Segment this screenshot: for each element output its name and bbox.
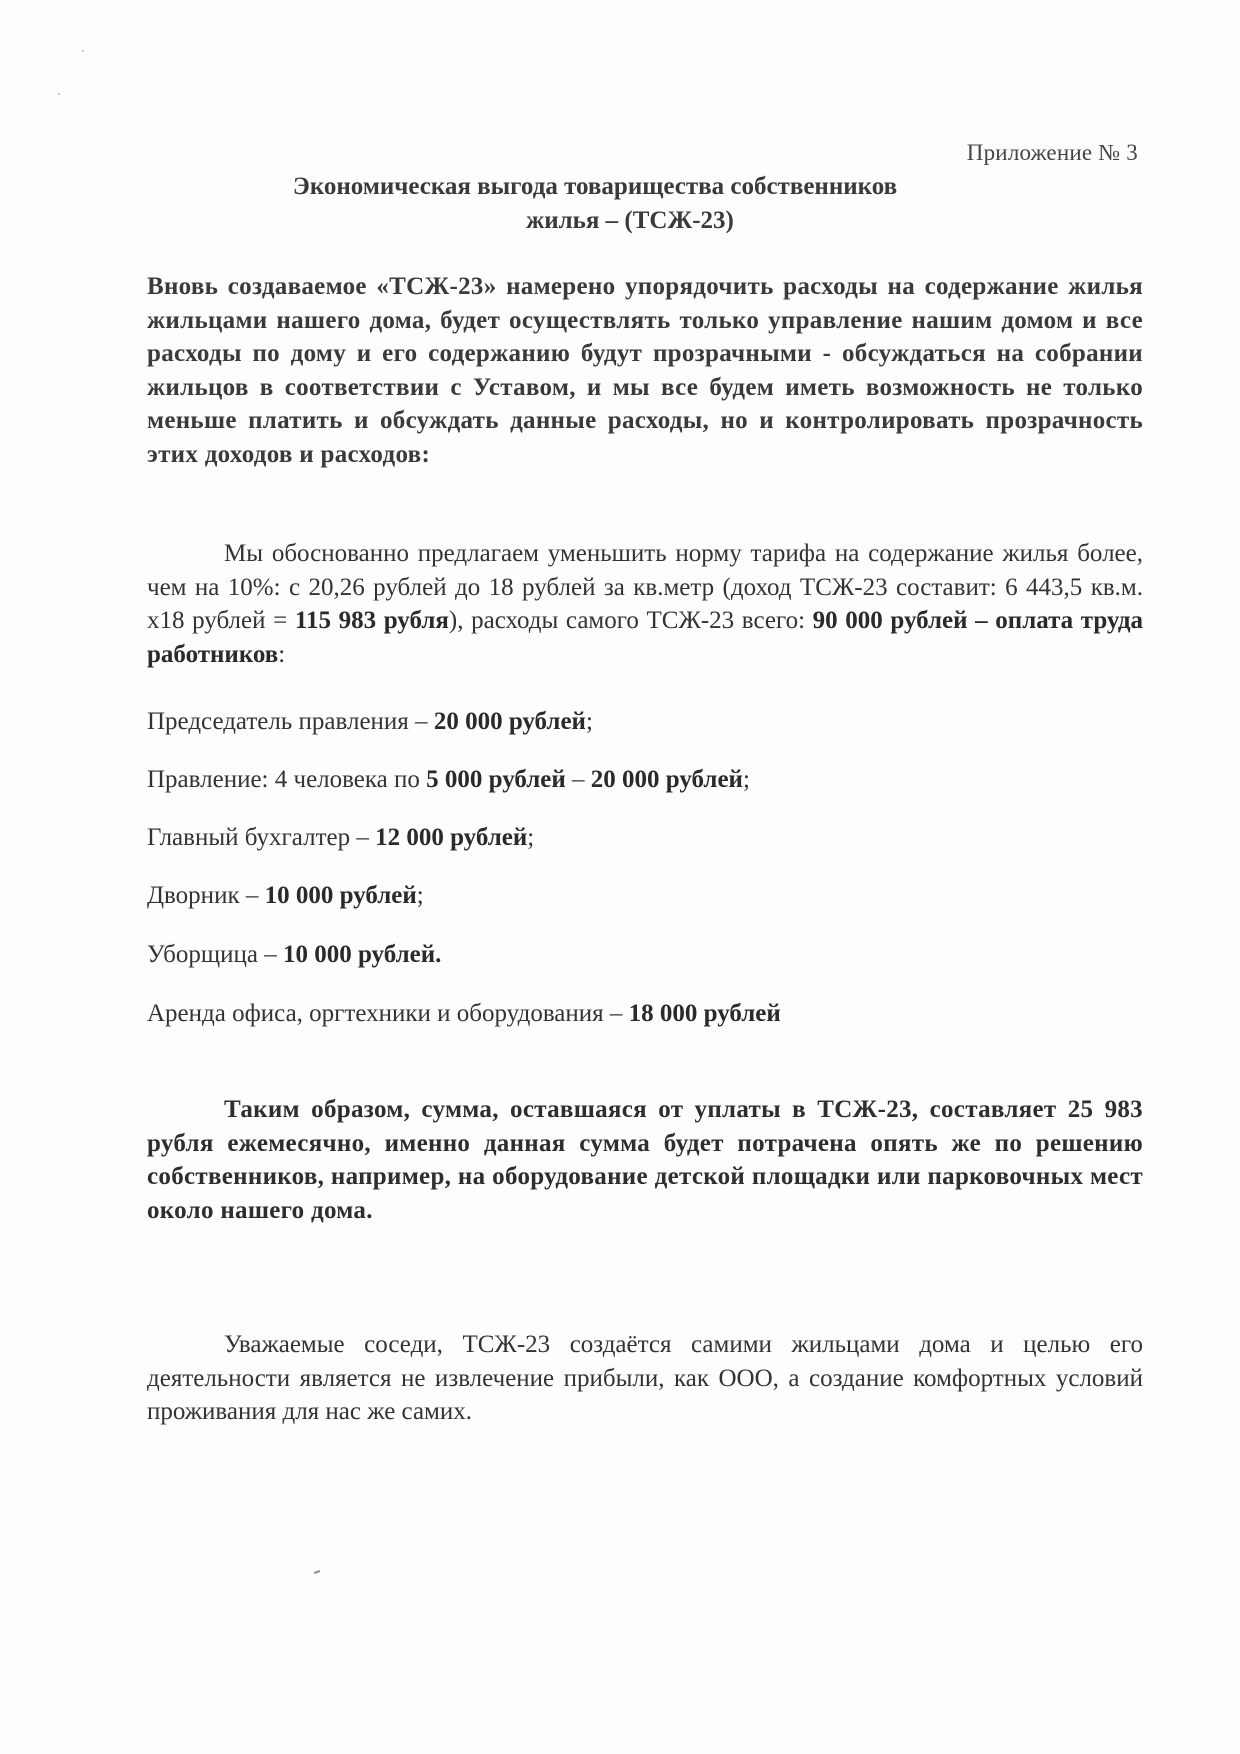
expense-amount: 18 000 рублей <box>628 1000 781 1027</box>
tariff-paragraph <box>147 537 1143 671</box>
expense-amount: 20 000 рублей <box>433 708 586 735</box>
expense-item-board <box>147 763 750 796</box>
expense-amount: 12 000 рублей <box>375 824 528 851</box>
expense-item-cleaner <box>147 938 441 971</box>
title-line-2: жилья – (ТСЖ-23) <box>526 207 734 234</box>
scan-speck <box>82 50 84 52</box>
expense-label: Уборщица – <box>147 941 283 968</box>
expense-suffix: ; <box>585 708 593 735</box>
intro-paragraph: Вновь создаваемое «ТСЖ-23» намерено упорядочить расходы на содержание жилья жильцами нашего дома, будет осуществлять только управление нашим домом и все расходы по дому и его содержанию будут прозрачными - обсуждаться на собрании жильцов в соответствии с Уставом, и мы все будем иметь возможность не только меньше платить и обсуждать данные расходы, но и контролировать прозрачность этих доходов и расходов: <box>147 273 1143 468</box>
tariff-text-part3: : <box>278 640 286 668</box>
document-title <box>0 170 1240 238</box>
expense-label: Главный бухгалтер – <box>147 824 376 851</box>
expense-amount: 5 000 рублей <box>426 766 566 793</box>
expense-item-office-rent <box>147 997 781 1030</box>
expense-suffix: ; <box>527 824 535 851</box>
appendix-label: Приложение № 3 <box>966 140 1138 165</box>
expense-middle: – <box>565 766 591 793</box>
expense-suffix: ; <box>416 882 424 909</box>
expense-label: Председатель правления – <box>147 708 434 735</box>
expense-amount-total: 20 000 рублей <box>590 766 743 793</box>
expense-amount: 10 000 рублей <box>264 882 417 909</box>
expense-suffix: ; <box>742 766 750 793</box>
expenses-total: 90 000 рублей – оплата труда работников <box>147 607 1144 668</box>
closing-paragraph: Уважаемые соседи, ТСЖ-23 создаётся самими жильцами дома и целью его деятельности является не извлечение прибыли, как ООО, а создание комфортных условий проживания для нас же самих. <box>147 1331 1143 1425</box>
conclusion-paragraph: Таким образом, сумма, оставшаяся от уплаты в ТСЖ-23, составляет 25 983 рубля ежемесячно, именно данная сумма будет потрачена опять же по решению собственников, например, на оборудование детской площадки или парковочных мест около нашего дома. <box>147 1096 1143 1224</box>
expense-item-accountant <box>147 821 534 854</box>
expense-item-janitor <box>147 879 424 912</box>
tariff-text-part1: Мы обоснованно предлагаем уменьшить норму тарифа на содержание жилья более, чем на 10%: с 20,26 рублей до 18 рублей за кв.метр (доход ТСЖ-23 составит: 6 443,5 кв.м. x18 рублей = <box>147 540 1143 634</box>
expense-label: Аренда офиса, оргтехники и оборудования – <box>147 1000 629 1027</box>
expense-amount: 10 000 рублей. <box>282 941 442 968</box>
expense-item-chairman <box>147 705 593 738</box>
income-total: 115 983 рубля <box>294 607 449 634</box>
scan-speck <box>58 93 60 95</box>
scan-mark <box>314 1570 320 1574</box>
expense-label: Дворник – <box>147 882 265 909</box>
title-line-1: Экономическая выгода товарищества собственников <box>292 173 898 200</box>
tariff-text-part2: ), расходы самого ТСЖ-23 всего: <box>448 607 813 634</box>
expense-label: Правление: 4 человека по <box>147 766 427 793</box>
